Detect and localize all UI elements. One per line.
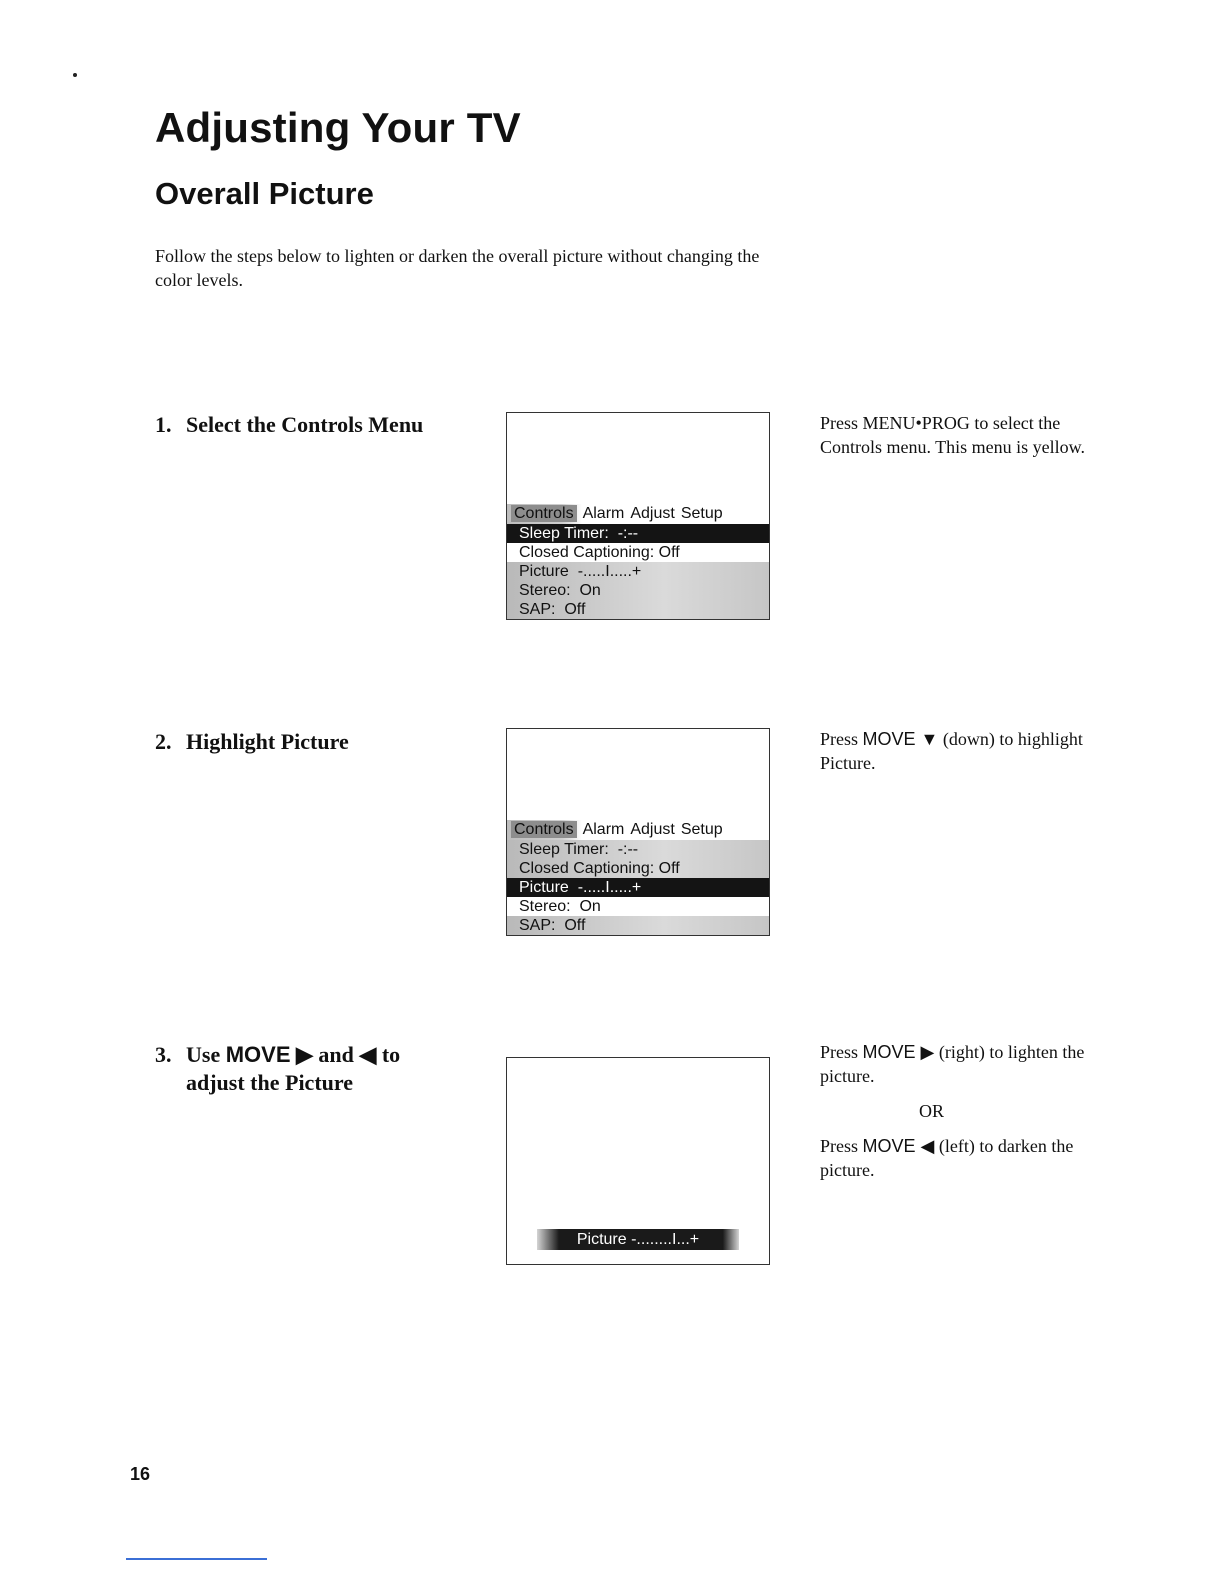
darken-instruction: Press MOVE ◀ (left) to darken the picture.	[820, 1136, 1074, 1180]
tab-alarm: Alarm	[582, 821, 625, 838]
menu-item-picture: Picture -.....I.....+	[507, 562, 769, 581]
move-down-key: MOVE ▼	[862, 729, 939, 749]
intro-paragraph: Follow the steps below to lighten or darken the overall picture without changing the color levels.	[155, 246, 760, 290]
picture-adjust-bar: Picture -........I...+	[537, 1229, 739, 1250]
menu-tab-bar	[507, 504, 769, 524]
tab-controls: Controls	[511, 505, 577, 522]
tab-setup: Setup	[680, 505, 723, 522]
step-title-part: Use	[186, 1042, 226, 1067]
or-separator: OR	[919, 1101, 945, 1121]
move-key: MOVE	[225, 1042, 291, 1067]
controls-menu-osd	[507, 820, 769, 935]
move-right-key: MOVE ▶	[862, 1042, 935, 1062]
page-number: 16	[130, 1464, 151, 1484]
menu-item-picture: Picture -.....I.....+	[507, 878, 769, 897]
tv-screen-step-3	[506, 1057, 770, 1265]
bullet-mark	[73, 73, 77, 77]
menu-tab-bar	[507, 820, 769, 840]
lighten-instruction: Press MOVE ▶ (right) to lighten the picture.	[820, 1042, 1085, 1086]
tv-screen-step-1	[506, 412, 770, 620]
tab-adjust: Adjust	[630, 505, 675, 522]
menu-item-sap: SAP: Off	[507, 600, 769, 619]
step-number: 3.	[155, 1042, 172, 1067]
menu-item-sleep-timer: Sleep Timer: -:--	[507, 524, 769, 543]
description-text: Press	[820, 729, 863, 749]
move-left-key: MOVE ◀	[862, 1136, 935, 1156]
menu-item-closed-captioning: Closed Captioning: Off	[507, 543, 769, 562]
menu-item-sap: SAP: Off	[507, 916, 769, 935]
menu-item-stereo: Stereo: On	[507, 581, 769, 600]
tab-controls: Controls	[511, 821, 577, 838]
page-title: Adjusting Your TV	[155, 104, 521, 151]
step-number: 2.	[155, 729, 172, 754]
section-title: Overall Picture	[155, 176, 374, 211]
step-1-heading	[155, 411, 475, 439]
step-title-line-2: adjust the Picture	[186, 1070, 354, 1095]
step-2-heading	[155, 728, 475, 756]
tab-alarm: Alarm	[582, 505, 625, 522]
step-3-heading	[155, 1041, 475, 1097]
tv-screen-step-2	[506, 728, 770, 936]
tab-setup: Setup	[680, 821, 723, 838]
step-title: Select the Controls Menu	[186, 412, 424, 437]
step-title: Highlight Picture	[186, 729, 349, 754]
step-1-description: Press MENU•PROG to select the Controls menu. This menu is yellow.	[820, 413, 1085, 457]
description-text: (down) to highlight Picture.	[820, 729, 1083, 773]
step-title-part: ▶ and ◀ to	[290, 1042, 401, 1067]
step-2-description	[820, 727, 1120, 775]
step-3-description	[820, 1040, 1120, 1182]
menu-item-sleep-timer: Sleep Timer: -:--	[507, 840, 769, 859]
menu-item-stereo: Stereo: On	[507, 897, 769, 916]
step-number: 1.	[155, 412, 172, 437]
controls-menu-osd	[507, 504, 769, 619]
menu-item-closed-captioning: Closed Captioning: Off	[507, 859, 769, 878]
footer-rule	[126, 1558, 267, 1560]
tab-adjust: Adjust	[630, 821, 675, 838]
